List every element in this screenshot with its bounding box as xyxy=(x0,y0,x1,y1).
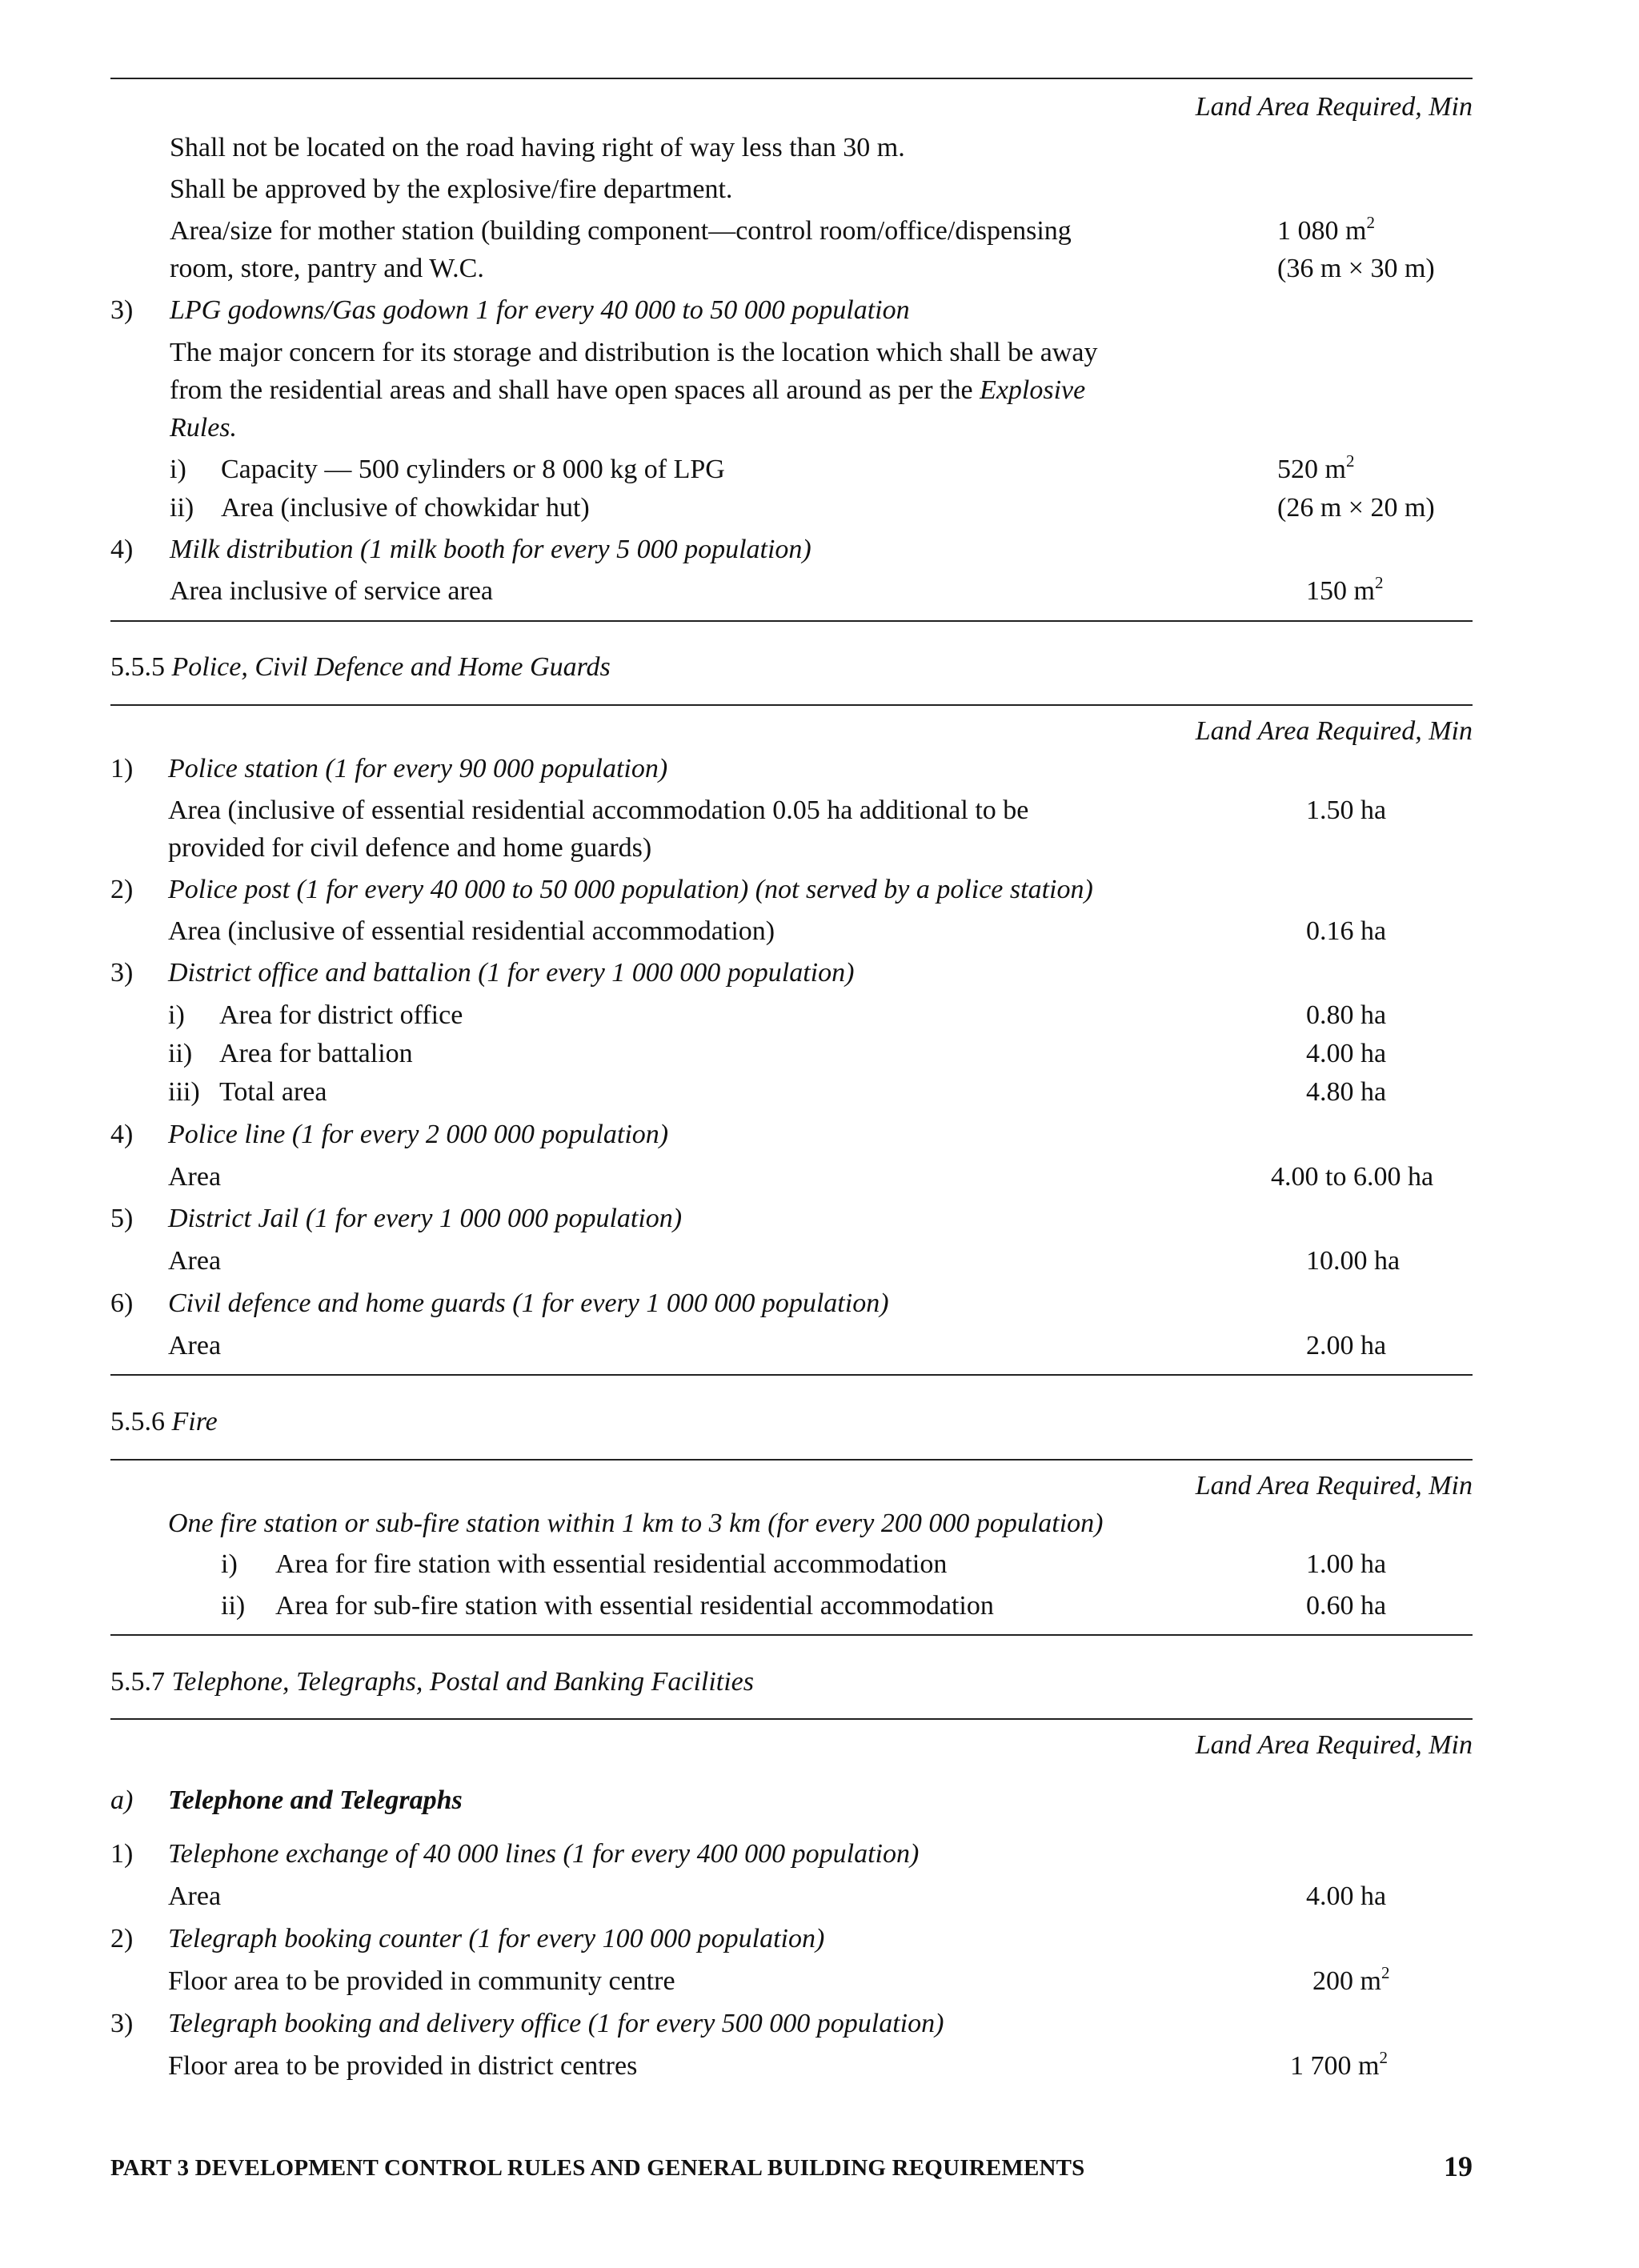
sub-number: ii) xyxy=(170,493,194,523)
item-title: One fire station or sub-fire station within 1 km to 3 km (for every 200 000 population) xyxy=(168,1509,1104,1538)
section-rule xyxy=(110,1634,1473,1636)
value-cell: 4.00 ha xyxy=(1306,1881,1387,1911)
item-number: 6) xyxy=(110,1288,134,1318)
sub-text: Area (inclusive of chowkidar hut) xyxy=(221,493,590,523)
item-number: 4) xyxy=(110,535,134,564)
value-cell: 4.80 ha xyxy=(1306,1077,1387,1107)
value-cell: 200 $m^2$ xyxy=(1312,1963,1390,1996)
section-heading: 5.5.6 Fire xyxy=(110,1407,218,1437)
item-title: Milk distribution (1 milk booth for every 5 000 population) xyxy=(170,535,811,564)
item-number: 3) xyxy=(110,958,134,988)
value-cell: 0.80 ha xyxy=(1306,1000,1387,1030)
text-line: room, store, pantry and W.C. xyxy=(170,254,484,283)
section-rule xyxy=(110,1374,1473,1376)
column-header: Land Area Required, Min xyxy=(1195,1471,1473,1501)
top-rule xyxy=(110,78,1473,79)
sub-text: Area for sub-fire station with essential residential accommodation xyxy=(275,1591,994,1621)
text-line: Floor area to be provided in community centre xyxy=(168,1966,675,1996)
column-header: Land Area Required, Min xyxy=(1195,716,1473,746)
text-line: Rules. xyxy=(170,413,238,443)
text-line: Area inclusive of service area xyxy=(170,576,493,606)
sub-text: Area for battalion xyxy=(219,1039,413,1068)
section-heading: 5.5.7 Telephone, Telegraphs, Postal and Banking Facilities xyxy=(110,1667,754,1697)
text-line: Area xyxy=(168,1162,222,1192)
sub-number: i) xyxy=(170,455,186,484)
item-number: 1) xyxy=(110,1839,134,1869)
value-cell: 4.00 ha xyxy=(1306,1039,1387,1068)
item-number: 3) xyxy=(110,2009,134,2038)
value-cell: 1.00 ha xyxy=(1306,1549,1387,1579)
text-line: Area/size for mother station (building component—control room/office/dispensing xyxy=(170,216,1072,246)
item-title: Police station (1 for every 90 000 population) xyxy=(168,754,668,783)
sub-number: iii) xyxy=(168,1077,200,1107)
sub-number: ii) xyxy=(168,1039,193,1068)
sub-text: Area for fire station with essential residential accommodation xyxy=(275,1549,948,1579)
section-rule xyxy=(110,1459,1473,1461)
item-number: 2) xyxy=(110,1924,134,1953)
value-cell: 1 700 $m^2$ xyxy=(1290,2048,1388,2081)
text-line: Shall not be located on the road having right of way less than 30 m. xyxy=(170,133,905,162)
item-title: Telegraph booking and delivery office (1 for every 500 000 population) xyxy=(168,2009,944,2038)
text-line: Floor area to be provided in district centres xyxy=(168,2051,638,2081)
text-line: provided for civil defence and home guards) xyxy=(168,833,652,863)
sub-number: ii) xyxy=(221,1591,246,1621)
item-number: 5) xyxy=(110,1204,134,1233)
item-title: District office and battalion (1 for every 1 000 000 population) xyxy=(168,958,855,988)
value-cell: 10.00 ha xyxy=(1306,1246,1401,1276)
section-heading: 5.5.5 Police, Civil Defence and Home Guards xyxy=(110,652,611,682)
page-number: 19 xyxy=(1444,2150,1473,2182)
subsection-title: Telephone and Telegraphs xyxy=(168,1785,463,1815)
item-title: District Jail (1 for every 1 000 000 population) xyxy=(168,1204,683,1233)
sub-number: i) xyxy=(168,1000,185,1030)
item-title: LPG godowns/Gas godown 1 for every 40 000 to 50 000 population xyxy=(170,295,910,325)
page-footer: PART 3 DEVELOPMENT CONTROL RULES AND GENERAL BUILDING REQUIREMENTS xyxy=(110,2155,1085,2181)
item-title: Telegraph booking counter (1 for every 100 000 population) xyxy=(168,1924,825,1953)
text-line: Area xyxy=(168,1331,222,1360)
item-number: 3) xyxy=(110,295,134,325)
sub-number: i) xyxy=(221,1549,238,1579)
item-title: Civil defence and home guards (1 for every 1 000 000 population) xyxy=(168,1288,889,1318)
value-cell: 0.60 ha xyxy=(1306,1591,1387,1621)
value-cell: 150 $m^2$ xyxy=(1306,573,1384,606)
item-title: Police post (1 for every 40 000 to 50 000 population) (not served by a police station) xyxy=(168,875,1093,904)
value-cell: 1 080 $m^2$ xyxy=(1277,213,1375,246)
value-cell: 1.50 ha xyxy=(1306,795,1387,825)
value-cell: 0.16 ha xyxy=(1306,916,1387,946)
value-cell: (36 m × 30 m) xyxy=(1277,254,1435,283)
text-line: The major concern for its storage and distribution is the location which shall be away xyxy=(170,338,1098,367)
item-number: 1) xyxy=(110,754,134,783)
text-line: Area (inclusive of essential residential accommodation 0.05 ha additional to be xyxy=(168,795,1029,825)
text-line: Area (inclusive of essential residential accommodation) xyxy=(168,916,775,946)
value-cell: 2.00 ha xyxy=(1306,1331,1387,1360)
sub-text: Area for district office xyxy=(219,1000,463,1030)
item-title: Police line (1 for every 2 000 000 population) xyxy=(168,1120,669,1149)
item-title: Telephone exchange of 40 000 lines (1 for every 400 000 population) xyxy=(168,1839,920,1869)
value-cell: 520 $m^2$ xyxy=(1277,451,1355,484)
section-rule xyxy=(110,1718,1473,1720)
section-rule xyxy=(110,620,1473,622)
text-line: Shall be approved by the explosive/fire department. xyxy=(170,174,733,204)
subsection-letter: a) xyxy=(110,1785,134,1815)
sub-text: Capacity — 500 cylinders or 8 000 kg of LPG xyxy=(221,455,725,484)
sub-text: Total area xyxy=(219,1077,327,1107)
column-header: Land Area Required, Min xyxy=(1195,92,1473,122)
text-line: Area xyxy=(168,1246,222,1276)
text-line: from the residential areas and shall have open spaces all around as per the Explosive xyxy=(170,375,1086,405)
text-line: Area xyxy=(168,1881,222,1911)
item-number: 2) xyxy=(110,875,134,904)
column-header: Land Area Required, Min xyxy=(1195,1730,1473,1760)
value-cell: 4.00 to 6.00 ha xyxy=(1271,1162,1434,1192)
item-number: 4) xyxy=(110,1120,134,1149)
value-cell: (26 m × 20 m) xyxy=(1277,493,1435,523)
section-rule xyxy=(110,704,1473,706)
